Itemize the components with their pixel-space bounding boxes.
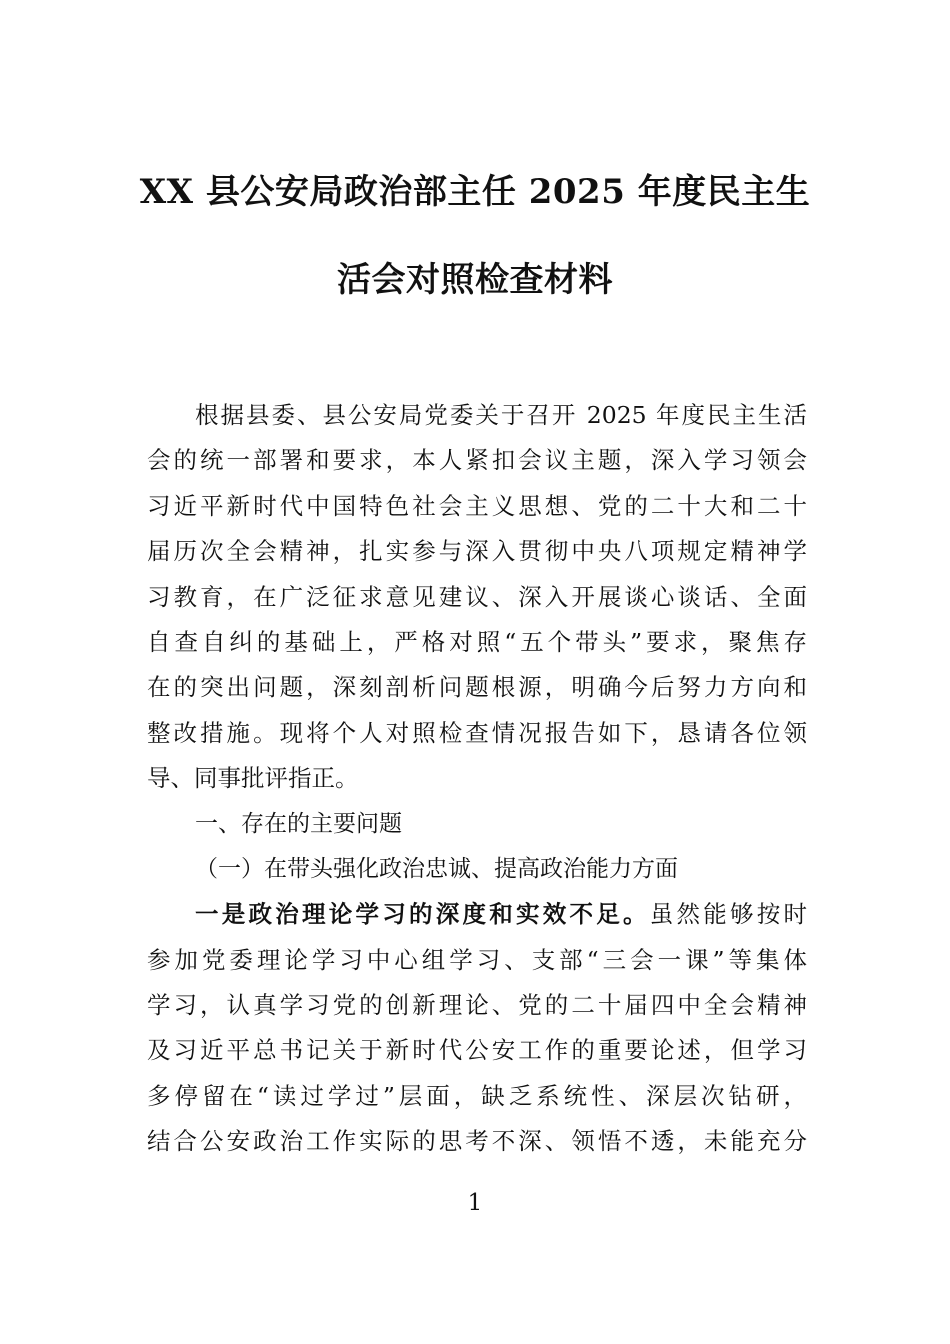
point-one-line-4: 及习近平总书记关于新时代公安工作的重要论述，但学习	[147, 1036, 807, 1065]
intro-line-4: 届历次全会精神，扎实参与深入贯彻中央八项规定精神学	[147, 537, 807, 566]
point-one-line-2: 参加党委理论学习中心组学习、支部“三会一课”等集体	[147, 945, 807, 974]
point-one-line-3: 学习，认真学习党的创新理论、党的二十届四中全会精神	[147, 991, 807, 1020]
document-title	[0, 165, 950, 307]
title-line-2: 活会对照检查材料	[337, 260, 613, 300]
point-one-first-line	[147, 892, 807, 937]
point-one-lead: 一是政治理论学习的深度和实效不足。	[195, 900, 650, 929]
intro-line-6: 自查自纠的基础上，严格对照“五个带头”要求，聚焦存	[147, 627, 807, 656]
intro-line-2: 会的统一部署和要求，本人紧扣会议主题，深入学习领会	[147, 446, 807, 475]
document-body	[147, 393, 807, 1165]
intro-line-1: 根据县委、县公安局党委关于召开 2025 年度民主生活	[195, 401, 807, 429]
intro-line-3: 习近平新时代中国特色社会主义思想、党的二十大和二十	[147, 491, 807, 520]
subsection-heading: （一）在带头强化政治忠诚、提高政治能力方面	[195, 855, 678, 882]
point-one-line-5: 多停留在“读过学过”层面，缺乏系统性、深层次钻研，	[147, 1081, 807, 1110]
intro-line-9: 导、同事批评指正。	[147, 764, 359, 793]
page-number: 1	[467, 1190, 483, 1216]
intro-line-8: 整改措施。现将个人对照检查情况报告如下，恳请各位领	[147, 718, 807, 747]
section-heading: 一、存在的主要问题	[195, 810, 402, 837]
point-one-line-6: 结合公安政治工作实际的思考不深、领悟不透，未能充分	[147, 1127, 807, 1156]
intro-line-5: 习教育，在广泛征求意见建议、深入开展谈心谈话、全面	[147, 582, 807, 611]
title-line-1: XX 县公安局政治部主任 2025 年度民主生	[139, 172, 811, 212]
intro-line-7: 在的突出问题，深刻剖析问题根源，明确今后努力方向和	[147, 673, 807, 702]
point-one-first-rest: 虽然能够按时	[649, 900, 807, 929]
